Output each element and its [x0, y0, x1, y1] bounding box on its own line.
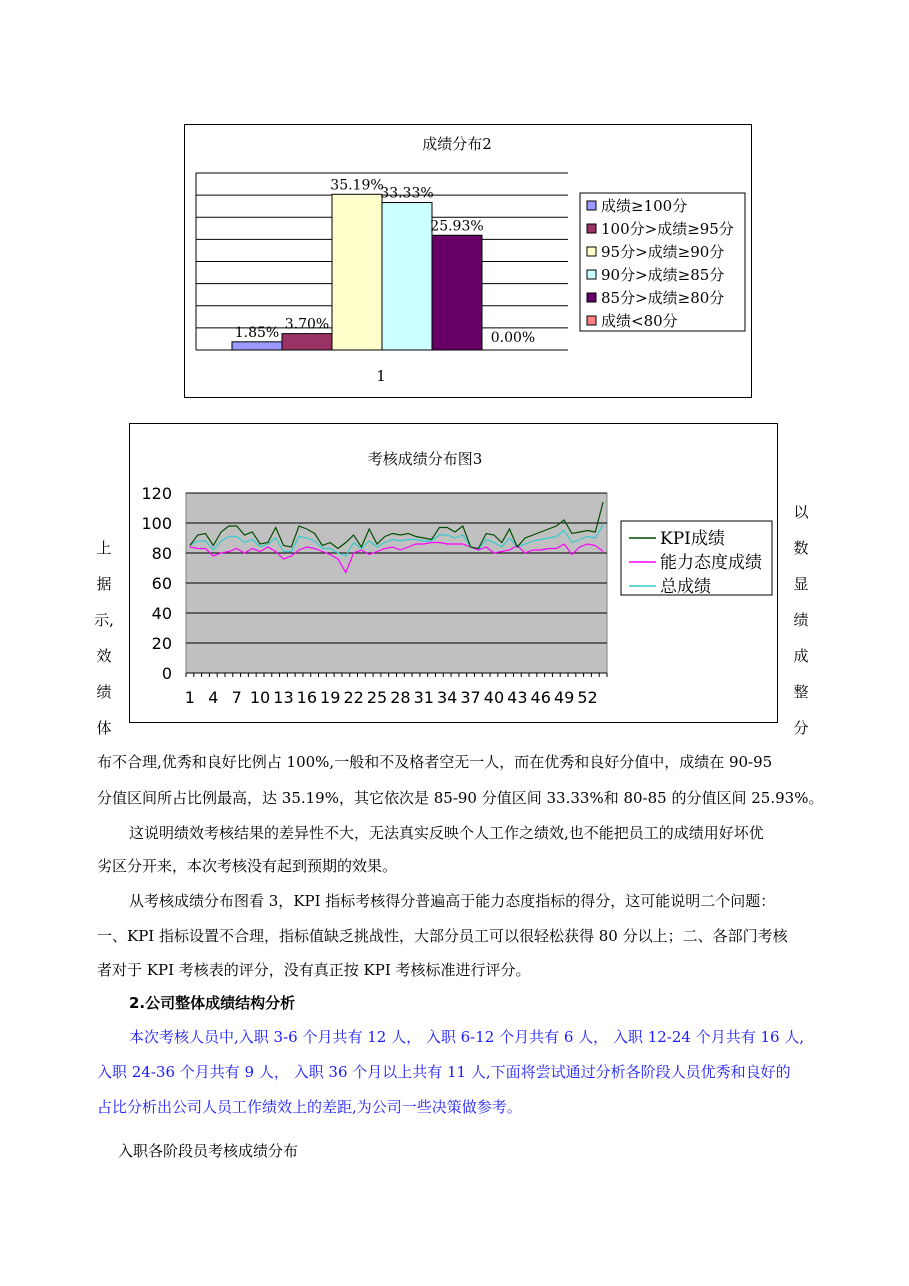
- legend-swatch: [587, 224, 596, 233]
- bar-data-label: 25.93%: [430, 218, 484, 235]
- bar-2: [282, 334, 332, 350]
- y-tick-label: 40: [151, 604, 172, 623]
- side-char: 数: [793, 539, 809, 557]
- side-char: 绩: [793, 611, 809, 629]
- x-tick-label: 13: [273, 688, 294, 707]
- legend-swatch: [587, 316, 596, 325]
- x-tick-label: 43: [507, 688, 528, 707]
- side-char: 显: [793, 575, 809, 593]
- bar-4: [382, 203, 432, 350]
- y-tick-label: 0: [161, 664, 172, 683]
- y-tick-label: 20: [151, 634, 172, 653]
- x-tick-label: 4: [208, 688, 219, 707]
- x-tick-label: 7: [231, 688, 242, 707]
- paragraph-4-line-1: 本次考核人员中,入职 3-6 个月共有 12 人， 入职 6-12 个月共有 6 人， 入职 12-24 个月共有 16 人,: [129, 1028, 805, 1046]
- x-tick-label: 40: [483, 688, 505, 707]
- x-tick-label: 1: [184, 688, 195, 707]
- legend-swatch: [587, 293, 596, 302]
- side-char: 以: [793, 503, 809, 521]
- legend-label: 90分>成绩≥85分: [601, 266, 725, 284]
- legend-label: 成绩≥100分: [601, 197, 688, 215]
- paragraph-3-line-1: 从考核成绩分布图看 3，KPI 指标考核得分普遍高于能力态度指标的得分，这可能说明二个问题：: [129, 892, 776, 910]
- bar-category-label: 1: [376, 367, 386, 385]
- section-heading: 2.公司整体成绩结构分析: [129, 994, 296, 1012]
- bar-chart-title: 成绩分布2: [422, 135, 492, 153]
- bar-data-label: 35.19%: [330, 177, 384, 194]
- bar-1: [232, 342, 282, 350]
- x-tick-label: 34: [436, 688, 458, 707]
- x-tick-label: 25: [366, 688, 388, 707]
- side-char: 示,: [94, 611, 114, 629]
- bar-5: [432, 235, 482, 350]
- side-char: 绩: [96, 683, 112, 701]
- y-tick-label: 80: [151, 544, 172, 563]
- y-tick-label: 60: [151, 574, 172, 593]
- side-char: 成: [793, 647, 809, 665]
- y-tick-label: 120: [141, 484, 172, 503]
- x-tick-label: 19: [320, 688, 341, 707]
- legend-label: 95分>成绩≥90分: [601, 243, 725, 261]
- x-tick-label: 31: [413, 688, 434, 707]
- bar-data-label: 1.85%: [234, 324, 280, 341]
- x-tick-label: 46: [530, 688, 551, 707]
- side-char: 整: [793, 683, 809, 701]
- legend-swatch: [587, 270, 596, 279]
- legend-swatch: [587, 247, 596, 256]
- paragraph-3-line-2: 一、KPI 指标设置不合理，指标值缺乏挑战性，大部分员工可以很轻松获得 80 分以上；二、各部门考核: [97, 927, 788, 945]
- x-tick-label: 52: [577, 688, 598, 707]
- side-char: 体: [96, 719, 112, 737]
- bar-data-label: 33.33%: [380, 185, 434, 202]
- paragraph-2-line-2: 劣区分开来，本次考核没有起到预期的效果。: [97, 857, 398, 875]
- legend-label: 85分>成绩≥80分: [601, 289, 725, 307]
- bar-data-label: 3.70%: [284, 316, 330, 333]
- line-chart-frame: [129, 423, 778, 723]
- line-chart-title: 考核成绩分布图3: [367, 450, 483, 468]
- x-tick-label: 28: [390, 688, 411, 707]
- x-tick-label: 49: [553, 688, 575, 707]
- paragraph-3-line-3: 者对于 KPI 考核表的评分，没有真正按 KPI 考核标准进行评分。: [97, 961, 531, 979]
- side-char: 据: [96, 575, 112, 593]
- paragraph-4-line-2: 入职 24-36 个月共有 9 人， 入职 36 个月以上共有 11 人,下面将尝试通过分析各阶段人员优秀和良好的: [97, 1063, 791, 1081]
- side-char: 效: [96, 647, 112, 665]
- bar-chart: [185, 125, 751, 397]
- x-tick-label: 10: [249, 688, 271, 707]
- caption: 入职各阶段员考核成绩分布: [118, 1142, 299, 1160]
- side-char: 分: [793, 719, 809, 737]
- y-tick-label: 100: [141, 514, 172, 533]
- line-chart: [130, 424, 777, 722]
- legend-label: KPI成绩: [660, 529, 725, 549]
- legend-label: 总成绩: [660, 577, 711, 597]
- paragraph-2-line-1: 这说明绩效考核结果的差异性不大，无法真实反映个人工作之绩效,也不能把员工的成绩用好坏优: [129, 824, 764, 842]
- paragraph-1-line-1: 布不合理,优秀和良好比例占 100%,一般和不及格者空无一人，而在优秀和良好分值中，成绩在 90-95: [97, 753, 773, 771]
- x-tick-label: 37: [460, 688, 481, 707]
- paragraph-1-line-2: 分值区间所占比例最高，达 35.19%，其它依次是 85-90 分值区间 33.33%和 80-85 的分值区间 25.93%。: [97, 789, 824, 807]
- legend-label: 100分>成绩≥95分: [601, 220, 734, 238]
- legend-swatch: [587, 201, 596, 210]
- x-tick-label: 22: [343, 688, 364, 707]
- legend-label: 成绩<80分: [601, 312, 678, 330]
- paragraph-4-line-3: 占比分析出公司人员工作绩效上的差距,为公司一些决策做参考。: [97, 1098, 522, 1116]
- side-char: 上: [96, 539, 112, 557]
- bar-chart-frame: [184, 124, 752, 398]
- bar-3: [332, 194, 382, 350]
- x-tick-label: 16: [296, 688, 318, 707]
- bar-data-label: 0.00%: [490, 330, 536, 346]
- legend-label: 能力态度成绩: [660, 553, 762, 573]
